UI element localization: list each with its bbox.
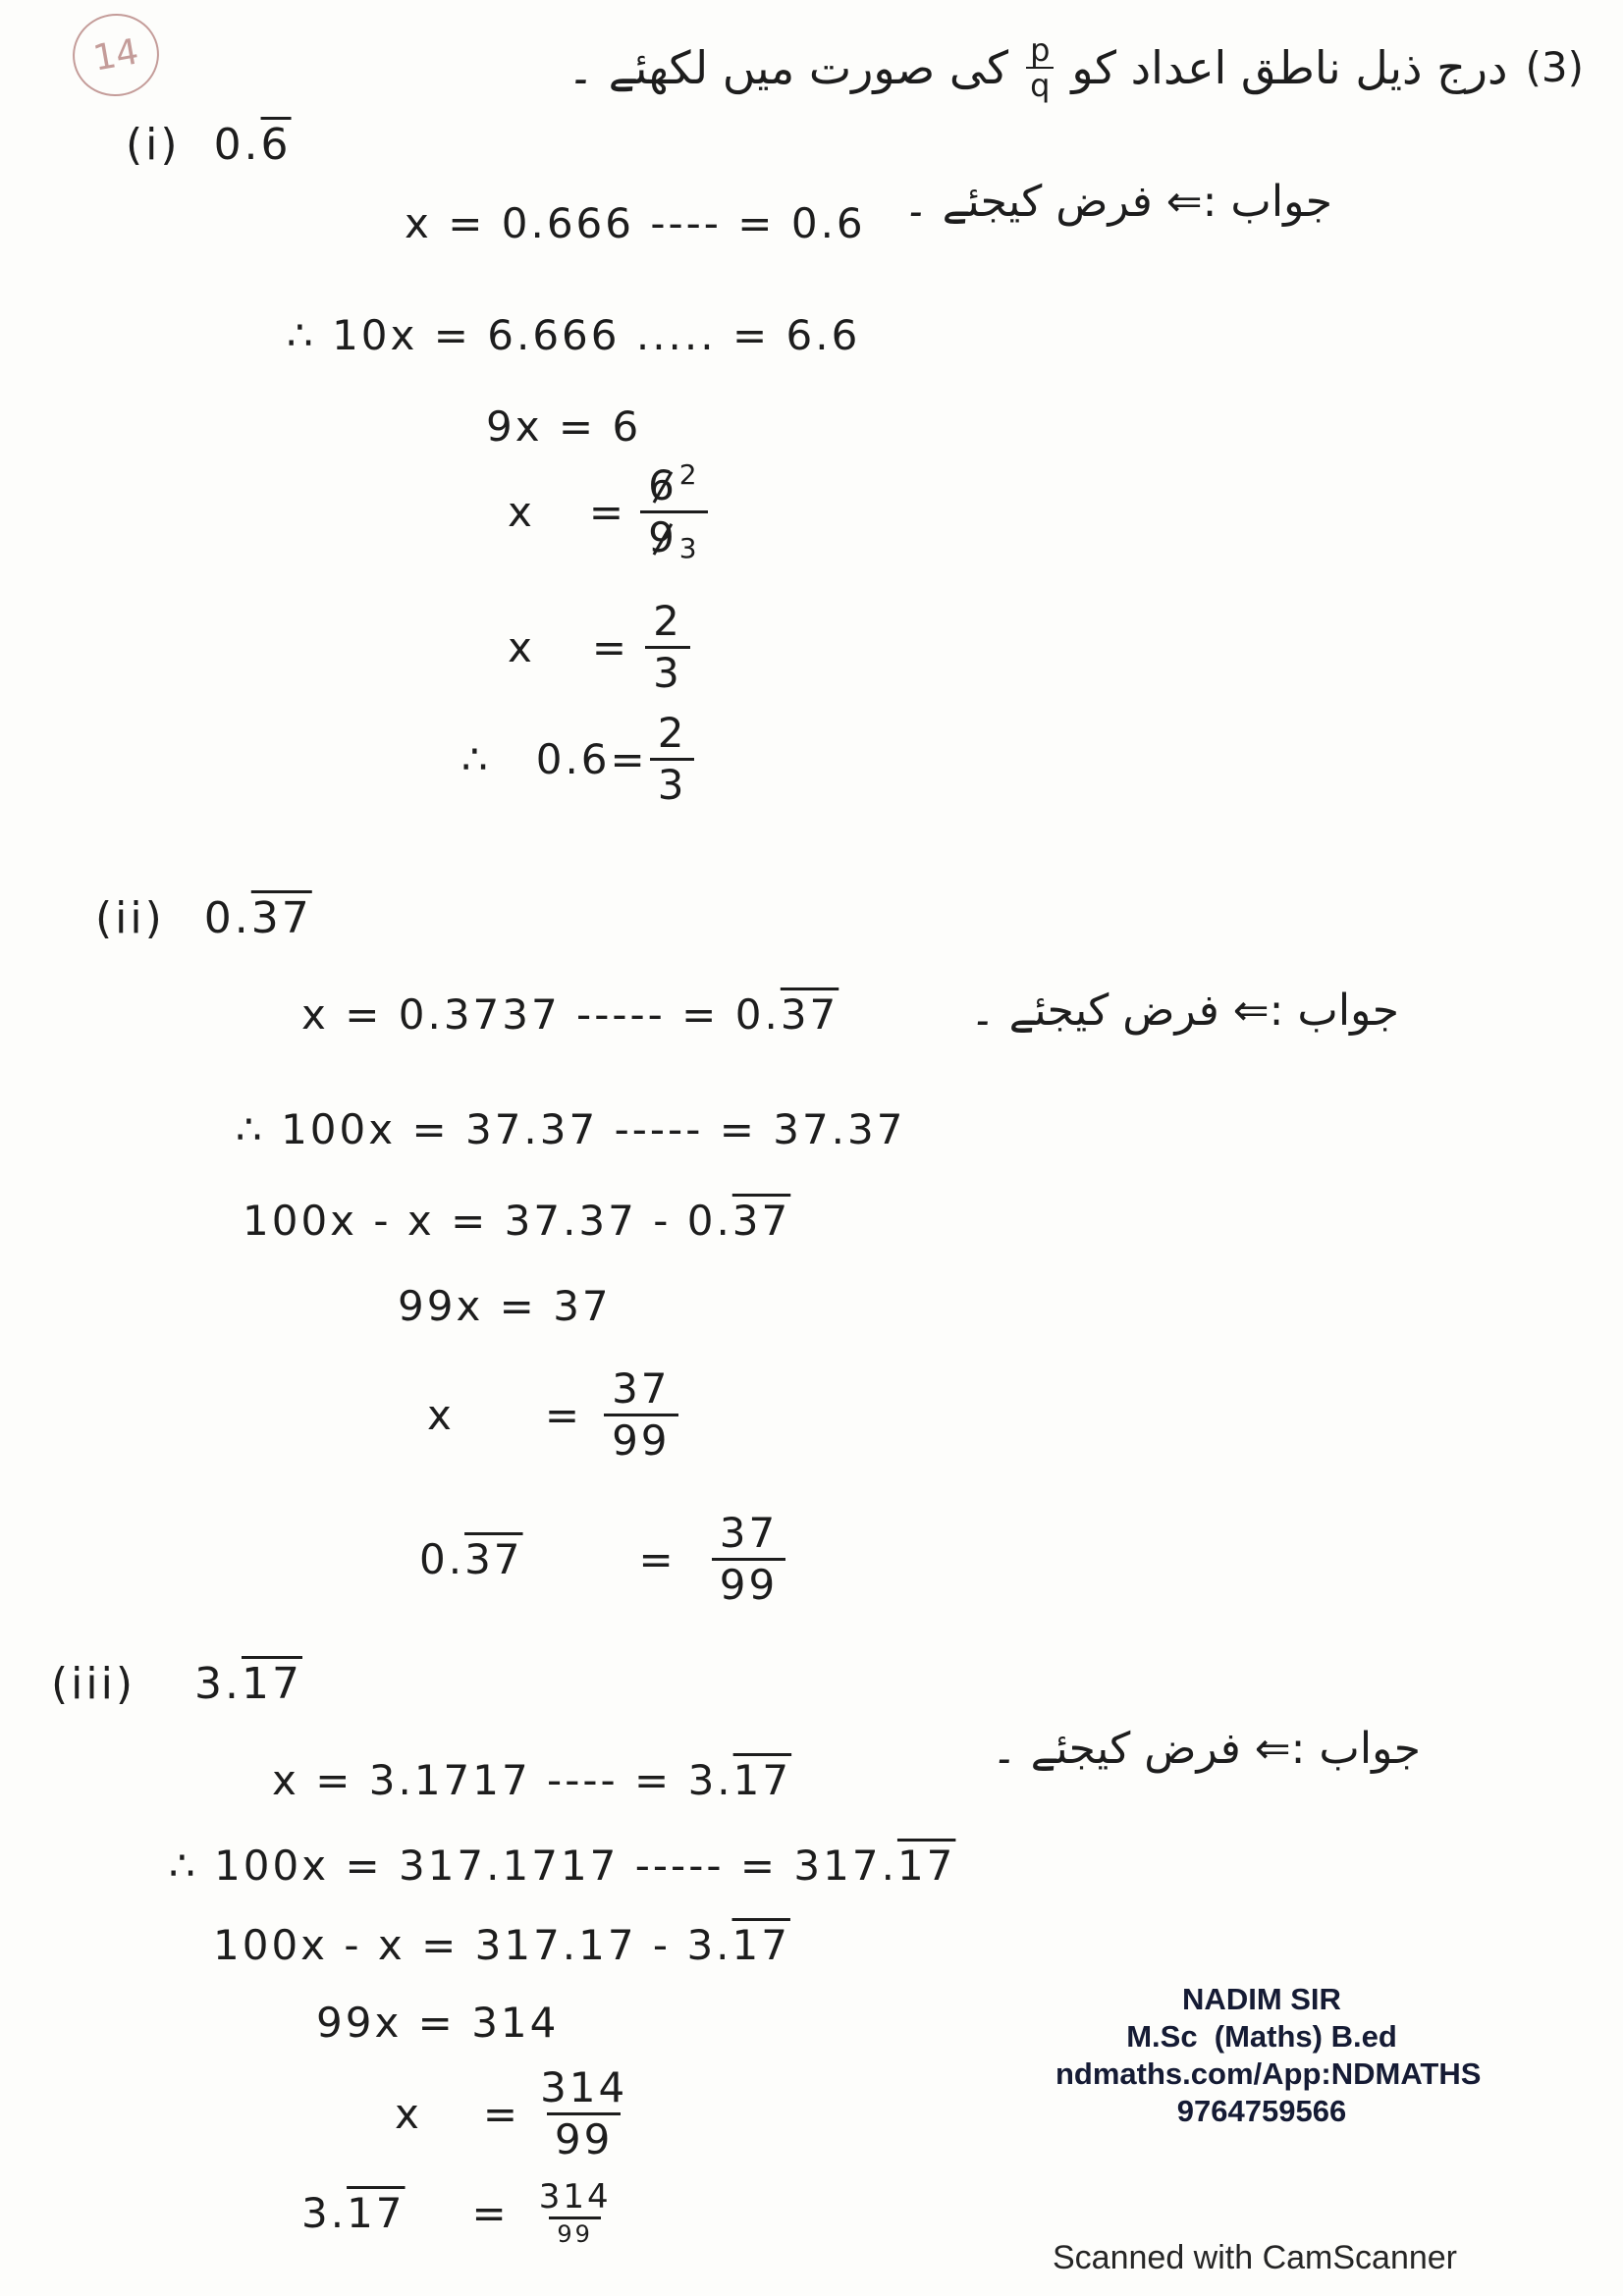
fraction-denominator: 99: [547, 2112, 621, 2164]
part-i-answer-label: جواب :⇐ فرض کیجئے ۔: [902, 177, 1332, 227]
fraction: [604, 1364, 677, 1466]
line-text: ∴ 100x = 317.1717 ----- = 317.: [169, 1842, 897, 1890]
fixed-digits: 0.: [203, 893, 251, 943]
line-text: x = 0.3737 ----- = 0.: [301, 990, 781, 1039]
fraction-numerator: 2: [653, 597, 682, 645]
fixed-digits: 3.: [301, 2189, 348, 2237]
stamp-phone: 9764759566: [1176, 2094, 1347, 2128]
given-number: [419, 1535, 523, 1583]
question-heading: [568, 33, 1584, 102]
part-i-fraction-step: [508, 458, 708, 564]
fraction: [532, 2063, 635, 2164]
heading-text-after: کی صورت میں لکھئے ۔: [568, 41, 1009, 94]
given-number: [194, 1659, 302, 1710]
repeating-digits: 17: [347, 2189, 406, 2237]
part-iii-assume-line: [272, 1755, 791, 1806]
teacher-stamp: [1055, 1981, 1482, 2130]
fraction: [640, 458, 708, 564]
repeating-digits: 17: [896, 1842, 956, 1890]
fraction-numerator: 314: [538, 2177, 612, 2216]
repeating-digits: 37: [464, 1535, 523, 1583]
part-i-reduced-step: [508, 597, 690, 698]
given-number: [204, 893, 312, 944]
stamp-website: ndmaths.com/App:NDMATHS: [1055, 2056, 1482, 2091]
fraction-numerator: [640, 458, 708, 510]
heading-fraction-denominator: q: [1026, 67, 1054, 102]
fraction-numerator: 314: [540, 2063, 628, 2111]
part-label: (i): [126, 120, 181, 170]
part-iii-fraction-step: [395, 2063, 635, 2164]
result-lhs: 0.6=: [535, 735, 648, 783]
part-ii-result: [419, 1509, 785, 1610]
equals-sign: =: [471, 2189, 510, 2237]
fraction-denominator: 3: [645, 646, 690, 698]
part-iii-answer-label: جواب :⇐ فرض کیجئے ۔: [991, 1724, 1421, 1774]
part-i-multiply-line: [287, 310, 860, 361]
fraction-numerator: 2: [657, 709, 687, 757]
line-text: ∴ 10x = 6.666 ..... = 6.6: [287, 311, 861, 359]
repeating-digits: 17: [242, 1659, 302, 1709]
fraction-denominator: 99: [604, 1414, 677, 1466]
given-number: [214, 120, 292, 171]
part-i-label-line: [126, 120, 292, 171]
given-number: [301, 2189, 406, 2237]
line-text: 99x = 37: [398, 1282, 612, 1330]
repeating-digits: 6: [260, 120, 292, 170]
part-ii-multiply-line: [236, 1104, 905, 1155]
part-i-result: [461, 709, 694, 810]
equals-sign: =: [638, 1535, 676, 1583]
fraction: [645, 597, 690, 698]
part-i-subtract-line: [486, 401, 641, 453]
fraction: [712, 1509, 785, 1610]
numerator-cancel-value: 2: [678, 458, 700, 491]
fraction-numerator: 37: [612, 1364, 671, 1413]
page-number-circle: [66, 7, 165, 103]
part-iii-multiply-line: [169, 1841, 955, 1892]
question-number: (3): [1525, 43, 1584, 91]
line-text: ∴ 100x = 37.37 ----- = 37.37: [236, 1105, 906, 1153]
fixed-digits: 3.: [194, 1659, 242, 1709]
fraction: [531, 2177, 620, 2249]
line-text: 9x = 6: [486, 402, 642, 451]
part-label: (ii): [95, 893, 165, 943]
fraction-denominator: [640, 510, 708, 562]
heading-text-before: درج ذیل ناطق اعداد کو: [1071, 41, 1508, 94]
variable-x: x: [395, 2090, 422, 2138]
part-iii-result: [301, 2177, 620, 2249]
line-text: 100x - x = 37.37 - 0.: [243, 1197, 732, 1245]
part-ii-subtract-line: [243, 1196, 790, 1247]
part-iii-label-line: [51, 1659, 302, 1710]
fraction-numerator: 37: [719, 1509, 779, 1557]
fixed-digits: 0.: [419, 1535, 465, 1583]
heading-fraction: [1026, 33, 1054, 102]
variable-x: x: [508, 623, 535, 671]
variable-x: x: [508, 488, 535, 536]
part-ii-fraction-step: [427, 1364, 678, 1466]
line-text: 100x - x = 317.17 - 3.: [213, 1921, 732, 1969]
cancelled-numerator: 6: [648, 461, 677, 509]
cancelled-denominator: 9: [648, 513, 677, 561]
stamp-qualification: M.Sc (Maths) B.ed: [1126, 2019, 1397, 2054]
equals-sign: =: [482, 2090, 521, 2138]
stamp-name: NADIM SIR: [1182, 1982, 1341, 2016]
line-text: x = 0.666 ---- = 0.6: [405, 199, 866, 247]
page-number: 14: [89, 30, 142, 80]
repeating-digits: 17: [732, 1756, 792, 1804]
line-text: 99x = 314: [316, 1999, 560, 2047]
line-text: x = 3.1717 ---- = 3.: [272, 1756, 733, 1804]
fixed-digits: 0.: [213, 120, 261, 170]
part-i-assume-line: [405, 198, 866, 249]
variable-x: x: [427, 1391, 455, 1439]
part-label: (iii): [51, 1659, 136, 1709]
fraction-denominator: 3: [650, 758, 695, 810]
repeating-digits: 37: [250, 893, 312, 943]
part-iii-subtract-line: [213, 1920, 790, 1971]
scanner-watermark: Scanned with CamScanner: [1053, 2239, 1458, 2276]
part-ii-label-line: [95, 893, 312, 944]
part-ii-assume-line: [301, 989, 839, 1041]
equals-sign: =: [544, 1391, 583, 1439]
heading-fraction-numerator: p: [1030, 31, 1051, 69]
part-iii-simplify-line: [316, 1998, 559, 2049]
therefore-symbol: ∴: [461, 735, 491, 783]
equals-sign: =: [591, 623, 630, 671]
fraction-denominator: 99: [549, 2216, 601, 2249]
part-ii-simplify-line: [398, 1281, 612, 1332]
repeating-digits: 37: [731, 1197, 791, 1245]
repeating-digits: 37: [780, 990, 839, 1039]
repeating-digits: 17: [731, 1921, 790, 1969]
fraction-denominator: 99: [712, 1558, 785, 1610]
denominator-cancel-value: 3: [678, 532, 700, 564]
equals-sign: =: [588, 488, 627, 536]
part-ii-answer-label: جواب :⇐ فرض کیجئے ۔: [969, 986, 1399, 1036]
fraction: [650, 709, 695, 810]
